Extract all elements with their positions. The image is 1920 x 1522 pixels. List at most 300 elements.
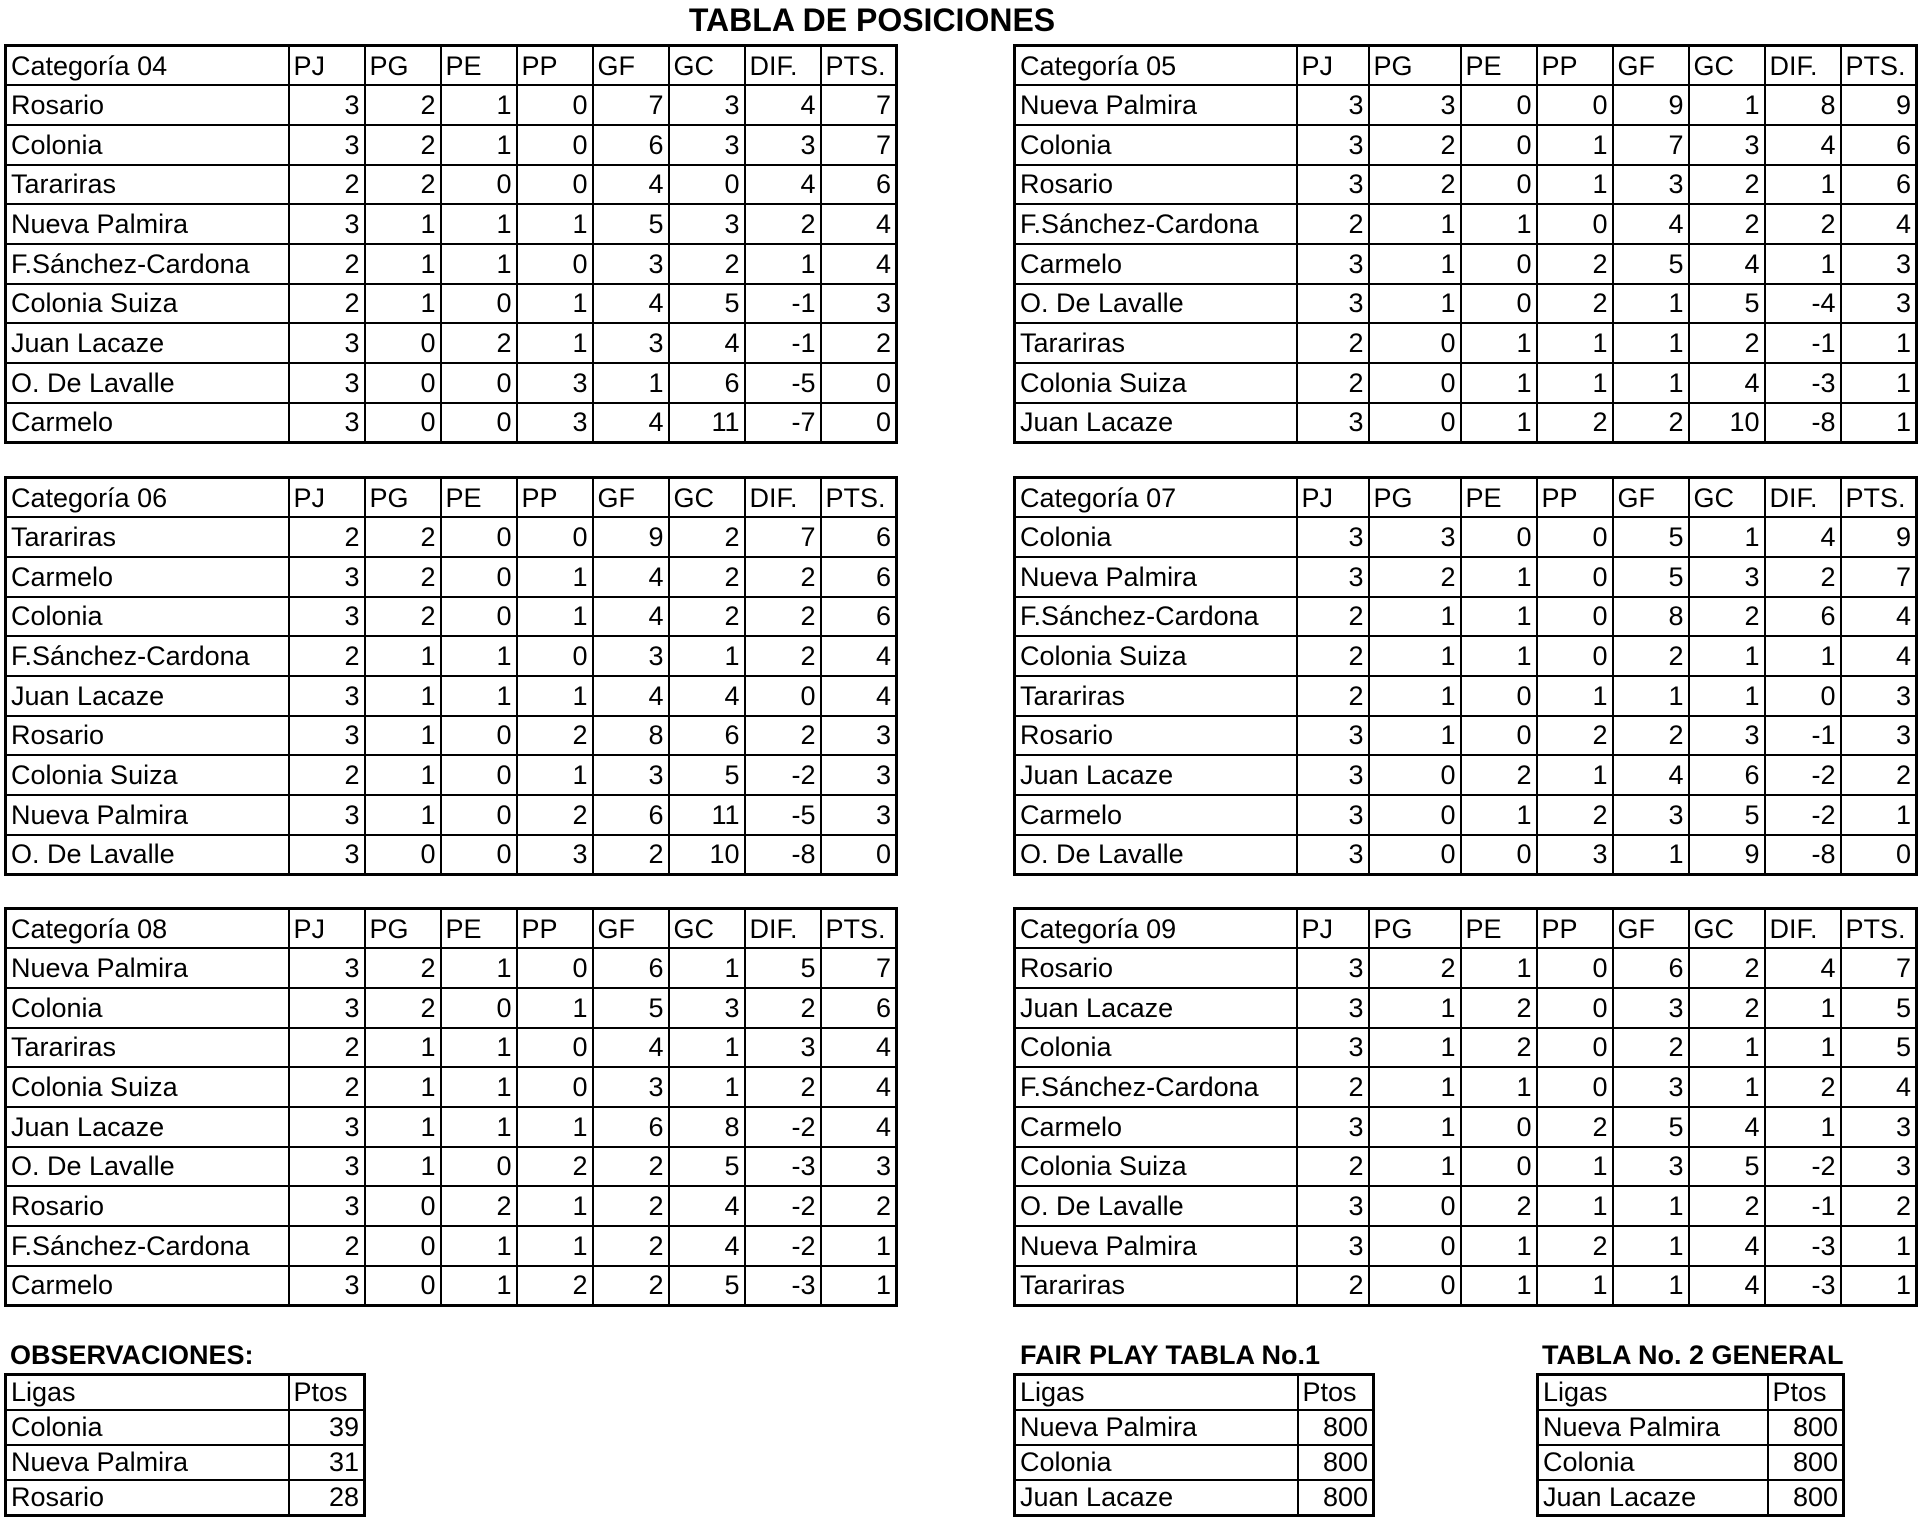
- stat-cell: -2: [1765, 1147, 1841, 1187]
- stat-cell: 4: [669, 1226, 745, 1266]
- stat-cell: 3: [1297, 125, 1369, 165]
- stat-cell: 2: [1369, 557, 1461, 597]
- team-name: Nueva Palmira: [6, 795, 289, 835]
- table-row: [6, 1410, 365, 1445]
- category-table: [4, 44, 898, 444]
- stat-cell: 1: [517, 755, 593, 795]
- column-header: GC: [669, 478, 745, 518]
- stat-cell: 1: [1369, 244, 1461, 284]
- stat-cell: 1: [365, 1067, 441, 1107]
- stat-cell: 2: [1613, 716, 1689, 756]
- stat-cell: 0: [365, 1266, 441, 1306]
- stat-cell: 1: [1461, 636, 1537, 676]
- stat-cell: 4: [593, 165, 669, 205]
- table-row: [1015, 948, 1917, 988]
- team-name: Tarariras: [6, 1028, 289, 1068]
- stat-cell: 2: [1297, 1147, 1369, 1187]
- team-name: Colonia Suiza: [1015, 363, 1297, 403]
- stat-cell: 4: [593, 1028, 669, 1068]
- stat-cell: 4: [1689, 363, 1765, 403]
- table-row: [1015, 1480, 1374, 1516]
- table-header-row: [1538, 1375, 1844, 1411]
- stat-cell: 1: [441, 948, 517, 988]
- stat-cell: 3: [1297, 557, 1369, 597]
- stat-cell: -8: [745, 835, 821, 875]
- league-name: Nueva Palmira: [1015, 1410, 1298, 1445]
- stat-cell: 9: [1841, 517, 1917, 557]
- column-header: Ligas: [6, 1375, 289, 1411]
- stat-cell: 0: [441, 795, 517, 835]
- stat-cell: 2: [289, 517, 365, 557]
- stat-cell: -1: [745, 323, 821, 363]
- stat-cell: 1: [1613, 284, 1689, 324]
- table-row: [1015, 755, 1917, 795]
- stat-cell: 0: [441, 988, 517, 1028]
- league-name: Nueva Palmira: [6, 1445, 289, 1480]
- stat-cell: 0: [517, 244, 593, 284]
- stat-cell: 9: [1613, 85, 1689, 125]
- column-header: PJ: [289, 909, 365, 949]
- table-row: [1015, 85, 1917, 125]
- stat-cell: 1: [1461, 204, 1537, 244]
- stat-cell: 5: [1613, 517, 1689, 557]
- stat-cell: 1: [1461, 403, 1537, 443]
- stat-cell: 1: [441, 676, 517, 716]
- stat-cell: 0: [1461, 835, 1537, 875]
- stat-cell: 5: [1613, 557, 1689, 597]
- stat-cell: 4: [1841, 636, 1917, 676]
- column-header: PP: [1537, 909, 1613, 949]
- stat-cell: 4: [593, 597, 669, 637]
- stat-cell: 2: [1297, 1266, 1369, 1306]
- stat-cell: 9: [1841, 85, 1917, 125]
- stat-cell: 0: [517, 948, 593, 988]
- stat-cell: 3: [1841, 284, 1917, 324]
- stat-cell: 3: [1297, 1186, 1369, 1226]
- stat-cell: 3: [1369, 85, 1461, 125]
- stat-cell: 1: [1841, 795, 1917, 835]
- stat-cell: 0: [441, 363, 517, 403]
- stat-cell: 3: [1297, 85, 1369, 125]
- stat-cell: 0: [365, 1186, 441, 1226]
- team-name: O. De Lavalle: [6, 1147, 289, 1187]
- team-name: Colonia: [6, 125, 289, 165]
- table-header-row: [1015, 46, 1917, 86]
- stat-cell: 2: [593, 835, 669, 875]
- stat-cell: 1: [1689, 636, 1765, 676]
- column-header: PE: [1461, 909, 1537, 949]
- stat-cell: 1: [365, 716, 441, 756]
- stat-cell: 0: [1461, 716, 1537, 756]
- table-row: [1015, 284, 1917, 324]
- stat-cell: 3: [1297, 1028, 1369, 1068]
- team-name: F.Sánchez-Cardona: [1015, 204, 1297, 244]
- stat-cell: 4: [593, 403, 669, 443]
- stat-cell: 2: [1765, 1067, 1841, 1107]
- stat-cell: 5: [1841, 1028, 1917, 1068]
- team-name: Juan Lacaze: [6, 1107, 289, 1147]
- stat-cell: 2: [1765, 557, 1841, 597]
- stat-cell: 1: [1369, 676, 1461, 716]
- stat-cell: 0: [517, 1028, 593, 1068]
- column-header: DIF.: [1765, 478, 1841, 518]
- stat-cell: -2: [745, 755, 821, 795]
- table-row: [1015, 1266, 1917, 1306]
- stat-cell: 3: [1841, 244, 1917, 284]
- stat-cell: 1: [669, 1067, 745, 1107]
- table-row: [1015, 125, 1917, 165]
- stat-cell: 3: [1613, 1147, 1689, 1187]
- stat-cell: 0: [1369, 323, 1461, 363]
- stat-cell: 6: [1765, 597, 1841, 637]
- table-row: [1015, 636, 1917, 676]
- stat-cell: 2: [289, 636, 365, 676]
- stat-cell: 2: [1297, 1067, 1369, 1107]
- stat-cell: 3: [1613, 165, 1689, 205]
- team-name: Rosario: [1015, 948, 1297, 988]
- table-row: [6, 597, 897, 637]
- table-row: [6, 835, 897, 875]
- stat-cell: 5: [593, 204, 669, 244]
- stat-cell: 3: [1613, 988, 1689, 1028]
- team-name: F.Sánchez-Cardona: [1015, 597, 1297, 637]
- stat-cell: 1: [1461, 795, 1537, 835]
- table-header-row: [6, 478, 897, 518]
- table-row: [6, 284, 897, 324]
- column-header: PJ: [1297, 46, 1369, 86]
- stat-cell: 1: [1461, 1226, 1537, 1266]
- table-row: [6, 1480, 365, 1516]
- stat-cell: 3: [821, 716, 897, 756]
- stat-cell: 3: [1297, 795, 1369, 835]
- table-row: [1015, 1186, 1917, 1226]
- column-header: GF: [593, 909, 669, 949]
- stat-cell: 1: [1369, 1067, 1461, 1107]
- stat-cell: 1: [1765, 165, 1841, 205]
- category-name: Categoría 07: [1015, 478, 1297, 518]
- stat-cell: 4: [1613, 755, 1689, 795]
- stat-cell: 1: [669, 948, 745, 988]
- stat-cell: 3: [821, 795, 897, 835]
- stat-cell: 0: [1369, 1226, 1461, 1266]
- stat-cell: 1: [1461, 948, 1537, 988]
- stat-cell: 0: [1369, 835, 1461, 875]
- stat-cell: 2: [1537, 1107, 1613, 1147]
- table-header-row: [6, 1375, 365, 1411]
- observaciones-table: [4, 1373, 366, 1517]
- column-header: PJ: [1297, 478, 1369, 518]
- table-row: [1015, 676, 1917, 716]
- stat-cell: 3: [517, 363, 593, 403]
- stat-cell: 6: [669, 363, 745, 403]
- league-name: Colonia: [1538, 1445, 1768, 1480]
- stat-cell: 0: [1369, 755, 1461, 795]
- team-name: O. De Lavalle: [1015, 284, 1297, 324]
- stat-cell: 0: [517, 636, 593, 676]
- stat-cell: 6: [669, 716, 745, 756]
- stat-cell: -8: [1765, 403, 1841, 443]
- stat-cell: 1: [517, 597, 593, 637]
- column-header: GC: [669, 46, 745, 86]
- stat-cell: -3: [1765, 1266, 1841, 1306]
- stat-cell: 3: [669, 204, 745, 244]
- stat-cell: 8: [1765, 85, 1841, 125]
- team-name: Colonia: [1015, 1028, 1297, 1068]
- table-row: [1015, 716, 1917, 756]
- column-header: PE: [441, 46, 517, 86]
- stat-cell: 2: [365, 125, 441, 165]
- column-header: PP: [1537, 46, 1613, 86]
- stat-cell: -1: [745, 284, 821, 324]
- team-name: Colonia: [1015, 517, 1297, 557]
- table-row: [1015, 204, 1917, 244]
- team-name: F.Sánchez-Cardona: [6, 1226, 289, 1266]
- team-name: Tarariras: [6, 517, 289, 557]
- stat-cell: 4: [821, 676, 897, 716]
- team-name: Carmelo: [1015, 1107, 1297, 1147]
- stat-cell: 1: [1537, 323, 1613, 363]
- column-header: Ligas: [1015, 1375, 1298, 1411]
- stat-cell: 0: [517, 85, 593, 125]
- stat-cell: 1: [669, 1028, 745, 1068]
- category-table: [1013, 476, 1918, 876]
- stat-cell: 5: [669, 284, 745, 324]
- stat-cell: 4: [1613, 204, 1689, 244]
- stat-cell: 2: [289, 284, 365, 324]
- stat-cell: 1: [1537, 1266, 1613, 1306]
- column-header: GF: [1613, 46, 1689, 86]
- stat-cell: 0: [1841, 835, 1917, 875]
- stat-cell: 2: [1369, 165, 1461, 205]
- stat-cell: 4: [1689, 1266, 1765, 1306]
- stat-cell: 2: [517, 1266, 593, 1306]
- stat-cell: 2: [1461, 755, 1537, 795]
- stat-cell: -3: [1765, 363, 1841, 403]
- stat-cell: 3: [289, 1107, 365, 1147]
- stat-cell: 5: [1841, 988, 1917, 1028]
- column-header: PG: [1369, 909, 1461, 949]
- table-row: [6, 1226, 897, 1266]
- stat-cell: 1: [1369, 716, 1461, 756]
- stat-cell: 1: [669, 636, 745, 676]
- stat-cell: 1: [1689, 676, 1765, 716]
- stat-cell: 1: [517, 988, 593, 1028]
- stat-cell: 7: [1841, 948, 1917, 988]
- stat-cell: 0: [1537, 1028, 1613, 1068]
- stat-cell: 1: [441, 244, 517, 284]
- category-table: [4, 476, 898, 876]
- stat-cell: 2: [1689, 597, 1765, 637]
- stat-cell: 6: [593, 948, 669, 988]
- stat-cell: 1: [821, 1266, 897, 1306]
- team-name: F.Sánchez-Cardona: [6, 636, 289, 676]
- stat-cell: 1: [1765, 636, 1841, 676]
- stat-cell: 4: [821, 1028, 897, 1068]
- stat-cell: 5: [669, 1147, 745, 1187]
- table-row: [6, 795, 897, 835]
- team-name: O. De Lavalle: [1015, 1186, 1297, 1226]
- stat-cell: 0: [441, 517, 517, 557]
- table-row: [1015, 557, 1917, 597]
- stat-cell: -5: [745, 795, 821, 835]
- table-row: [6, 636, 897, 676]
- stat-cell: 0: [1461, 85, 1537, 125]
- stat-cell: 1: [1613, 676, 1689, 716]
- stat-cell: 3: [1297, 284, 1369, 324]
- stat-cell: 3: [593, 636, 669, 676]
- column-header: PG: [365, 478, 441, 518]
- table-header-row: [1015, 909, 1917, 949]
- stat-cell: 2: [289, 1028, 365, 1068]
- stat-cell: 2: [745, 988, 821, 1028]
- stat-cell: 6: [821, 165, 897, 205]
- column-header: DIF.: [745, 909, 821, 949]
- stat-cell: 2: [365, 597, 441, 637]
- column-header: PJ: [289, 478, 365, 518]
- stat-cell: 3: [669, 988, 745, 1028]
- stat-cell: 2: [1689, 948, 1765, 988]
- stat-cell: 2: [1841, 755, 1917, 795]
- general-table-label: TABLA No. 2 GENERAL: [1542, 1340, 1844, 1370]
- stat-cell: 3: [1537, 835, 1613, 875]
- points-cell: 31: [289, 1445, 365, 1480]
- stat-cell: 2: [1297, 204, 1369, 244]
- stat-cell: 1: [517, 284, 593, 324]
- stat-cell: 11: [669, 403, 745, 443]
- team-name: O. De Lavalle: [6, 363, 289, 403]
- stat-cell: -2: [745, 1107, 821, 1147]
- team-name: Rosario: [1015, 165, 1297, 205]
- stat-cell: -2: [745, 1226, 821, 1266]
- stat-cell: 1: [517, 323, 593, 363]
- stat-cell: 3: [1613, 795, 1689, 835]
- table-row: [1015, 165, 1917, 205]
- table-row: [6, 1266, 897, 1306]
- table-row: [1015, 835, 1917, 875]
- column-header: DIF.: [1765, 909, 1841, 949]
- stat-cell: 0: [1369, 363, 1461, 403]
- stat-cell: 0: [441, 755, 517, 795]
- stat-cell: 0: [1537, 597, 1613, 637]
- team-name: F.Sánchez-Cardona: [1015, 1067, 1297, 1107]
- column-header: PP: [517, 478, 593, 518]
- stat-cell: 2: [593, 1226, 669, 1266]
- stat-cell: 1: [1369, 204, 1461, 244]
- stat-cell: 1: [1841, 1226, 1917, 1266]
- stat-cell: 3: [669, 85, 745, 125]
- stat-cell: 1: [1841, 363, 1917, 403]
- stat-cell: 7: [1841, 557, 1917, 597]
- stat-cell: 2: [1297, 323, 1369, 363]
- stat-cell: 1: [441, 1266, 517, 1306]
- stat-cell: 4: [669, 676, 745, 716]
- team-name: Tarariras: [1015, 1266, 1297, 1306]
- stat-cell: 1: [441, 204, 517, 244]
- stat-cell: 1: [593, 363, 669, 403]
- stat-cell: -5: [745, 363, 821, 403]
- column-header: PG: [365, 909, 441, 949]
- table-row: [6, 165, 897, 205]
- stat-cell: 2: [1461, 1028, 1537, 1068]
- stat-cell: 4: [821, 1107, 897, 1147]
- stat-cell: 2: [1369, 948, 1461, 988]
- stat-cell: 2: [365, 557, 441, 597]
- team-name: Rosario: [6, 85, 289, 125]
- stat-cell: 1: [365, 676, 441, 716]
- stat-cell: 3: [593, 323, 669, 363]
- table-row: [1015, 403, 1917, 443]
- team-name: Juan Lacaze: [1015, 755, 1297, 795]
- stat-cell: 0: [441, 284, 517, 324]
- table-header-row: [1015, 1375, 1374, 1411]
- stat-cell: 4: [1841, 597, 1917, 637]
- stat-cell: 7: [821, 948, 897, 988]
- league-name: Rosario: [6, 1480, 289, 1516]
- points-cell: 800: [1768, 1445, 1844, 1480]
- column-header: DIF.: [745, 46, 821, 86]
- team-name: Nueva Palmira: [1015, 85, 1297, 125]
- stat-cell: 3: [1297, 403, 1369, 443]
- stat-cell: 5: [1613, 1107, 1689, 1147]
- stat-cell: 1: [1613, 363, 1689, 403]
- category-table: [1013, 44, 1918, 444]
- stat-cell: 3: [1841, 676, 1917, 716]
- stat-cell: 10: [1689, 403, 1765, 443]
- stat-cell: 2: [365, 517, 441, 557]
- stat-cell: 2: [365, 85, 441, 125]
- stat-cell: 3: [1297, 165, 1369, 205]
- stat-cell: 2: [441, 323, 517, 363]
- stat-cell: 2: [1613, 1028, 1689, 1068]
- table-row: [1015, 988, 1917, 1028]
- stat-cell: 3: [1369, 517, 1461, 557]
- stat-cell: 4: [745, 85, 821, 125]
- stat-cell: 2: [1765, 204, 1841, 244]
- stat-cell: 2: [1297, 363, 1369, 403]
- stat-cell: 0: [1537, 1067, 1613, 1107]
- column-header: PP: [1537, 478, 1613, 518]
- category-table: [1013, 907, 1918, 1307]
- stat-cell: 0: [1537, 557, 1613, 597]
- stat-cell: 0: [365, 403, 441, 443]
- stat-cell: 4: [1765, 948, 1841, 988]
- stat-cell: 2: [1689, 204, 1765, 244]
- stat-cell: 3: [1297, 948, 1369, 988]
- stat-cell: 0: [821, 403, 897, 443]
- stat-cell: 3: [1297, 1107, 1369, 1147]
- stat-cell: 0: [821, 835, 897, 875]
- stat-cell: 3: [289, 323, 365, 363]
- stat-cell: 2: [1461, 1186, 1537, 1226]
- column-header: PG: [1369, 46, 1461, 86]
- stat-cell: 0: [441, 165, 517, 205]
- stat-cell: 6: [1841, 125, 1917, 165]
- stat-cell: 1: [1537, 165, 1613, 205]
- stat-cell: 2: [593, 1266, 669, 1306]
- team-name: Rosario: [1015, 716, 1297, 756]
- stat-cell: 1: [441, 1226, 517, 1266]
- stat-cell: 0: [441, 597, 517, 637]
- column-header: PTS.: [1841, 478, 1917, 518]
- stat-cell: 4: [1689, 1107, 1765, 1147]
- points-cell: 800: [1768, 1410, 1844, 1445]
- stat-cell: 1: [821, 1226, 897, 1266]
- stat-cell: 1: [365, 1147, 441, 1187]
- team-name: Carmelo: [1015, 795, 1297, 835]
- table-row: [6, 1107, 897, 1147]
- stat-cell: 2: [745, 204, 821, 244]
- stat-cell: 2: [593, 1147, 669, 1187]
